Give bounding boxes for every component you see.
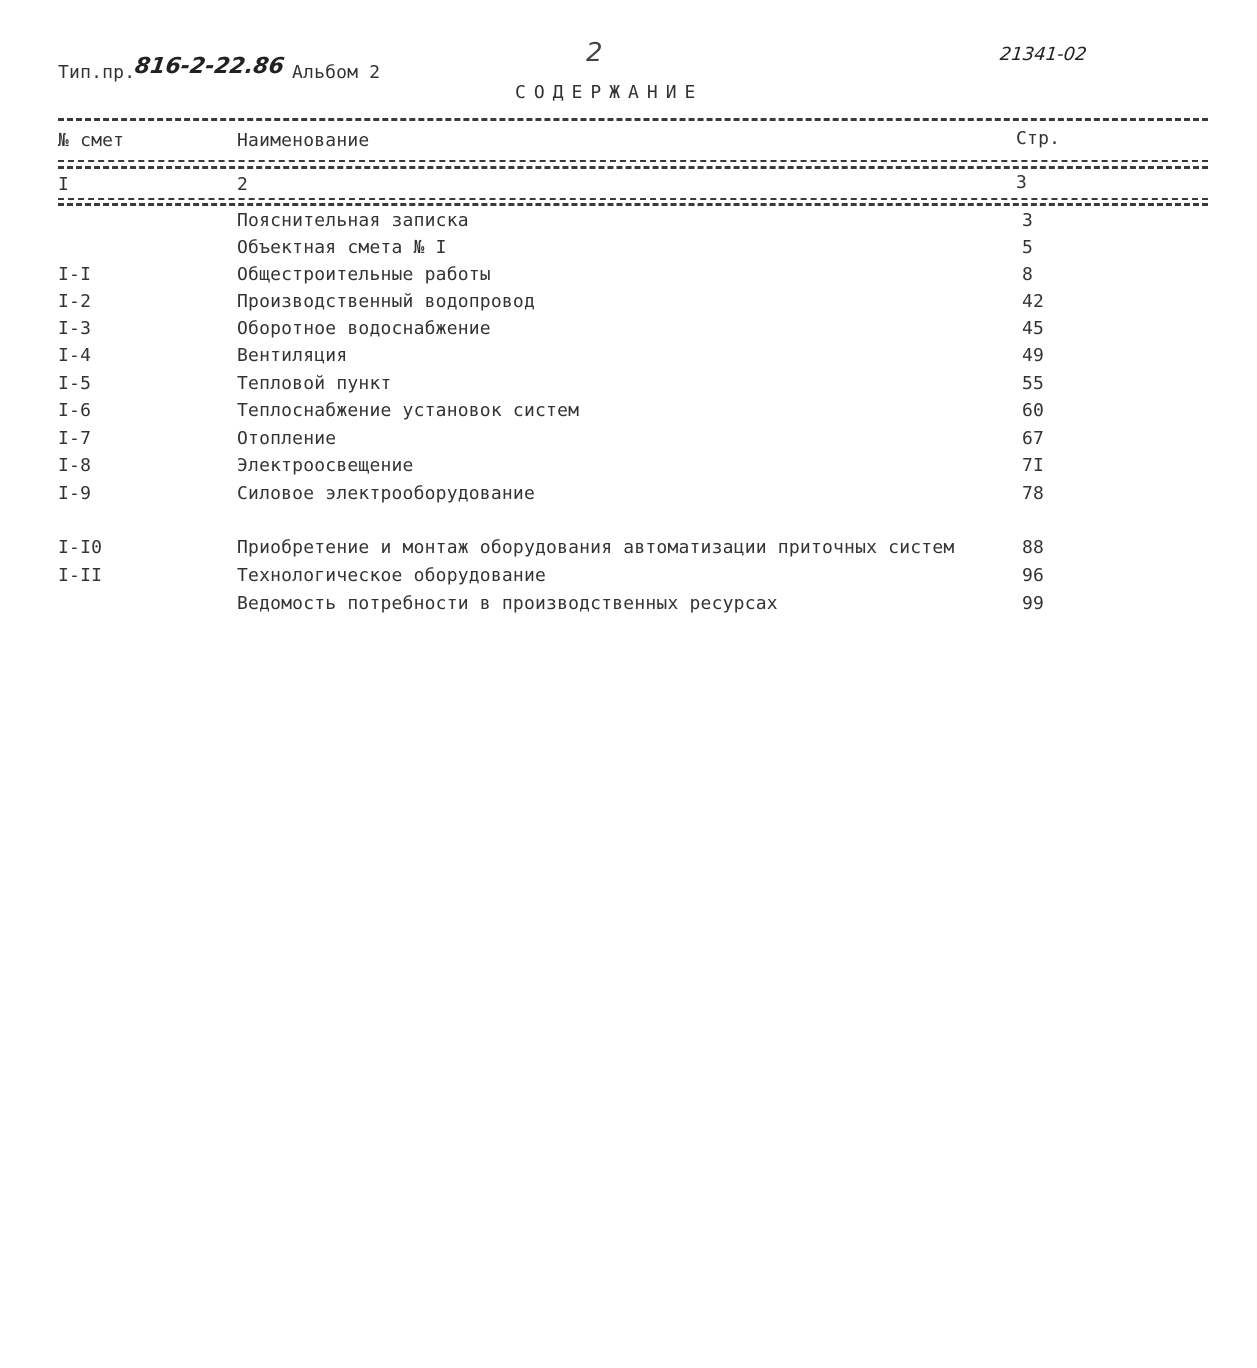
row-estimate-no: I-3 bbox=[58, 318, 92, 339]
row-page: 42 bbox=[1022, 291, 1045, 312]
column-header-estimate-no: № смет bbox=[58, 130, 125, 151]
table-top-rule bbox=[58, 118, 1208, 121]
row-name: Оборотное водоснабжение bbox=[237, 318, 491, 339]
album-label: Альбом 2 bbox=[292, 62, 381, 83]
row-name: Отопление bbox=[237, 428, 337, 449]
row-page: 67 bbox=[1022, 428, 1045, 449]
row-name: Теплоснабжение установок систем bbox=[237, 400, 580, 421]
row-page: 99 bbox=[1022, 593, 1045, 614]
row-name: Ведомость потребности в производственных ресурсах bbox=[237, 593, 778, 614]
row-name: Силовое электрооборудование bbox=[237, 483, 535, 504]
row-page: 78 bbox=[1022, 483, 1045, 504]
row-page: 45 bbox=[1022, 318, 1045, 339]
document-code: 21341-02 bbox=[998, 44, 1088, 65]
column-header-page: Стр. bbox=[1016, 128, 1061, 149]
numbers-bottom-rule-2 bbox=[58, 203, 1208, 206]
row-estimate-no: I-I0 bbox=[58, 537, 103, 558]
row-name: Приобретение и монтаж оборудования автоматизации приточных систем bbox=[237, 537, 955, 558]
row-page: 7I bbox=[1022, 455, 1045, 476]
row-page: 96 bbox=[1022, 565, 1045, 586]
row-estimate-no: I-I bbox=[58, 264, 92, 285]
header-bottom-rule-2 bbox=[58, 166, 1208, 169]
row-name: Вентиляция bbox=[237, 345, 348, 366]
row-page: 3 bbox=[1022, 210, 1034, 231]
page-title: СОДЕРЖАНИЕ bbox=[515, 82, 704, 103]
row-page: 5 bbox=[1022, 237, 1034, 258]
row-name: Тепловой пункт bbox=[237, 373, 392, 394]
column-number-3: 3 bbox=[1016, 172, 1028, 193]
row-page: 88 bbox=[1022, 537, 1045, 558]
row-estimate-no: I-8 bbox=[58, 455, 92, 476]
project-label: Тип.пр. bbox=[58, 62, 136, 83]
row-page: 8 bbox=[1022, 264, 1034, 285]
row-name: Пояснительная записка bbox=[237, 210, 469, 231]
row-name: Объектная смета № I bbox=[237, 237, 447, 258]
row-page: 49 bbox=[1022, 345, 1045, 366]
row-name: Общестроительные работы bbox=[237, 264, 491, 285]
row-page: 55 bbox=[1022, 373, 1045, 394]
column-header-name: Наименование bbox=[237, 130, 370, 151]
row-page: 60 bbox=[1022, 400, 1045, 421]
page-number: 2 bbox=[586, 38, 603, 68]
row-estimate-no: I-2 bbox=[58, 291, 92, 312]
row-name: Производственный водопровод bbox=[237, 291, 535, 312]
project-number: 816-2-22.86 bbox=[133, 54, 286, 79]
row-name: Технологическое оборудование bbox=[237, 565, 547, 586]
column-number-2: 2 bbox=[237, 174, 249, 195]
row-estimate-no: I-6 bbox=[58, 400, 92, 421]
numbers-bottom-rule bbox=[58, 198, 1208, 200]
row-estimate-no: I-5 bbox=[58, 373, 92, 394]
row-estimate-no: I-4 bbox=[58, 345, 92, 366]
row-estimate-no: I-9 bbox=[58, 483, 92, 504]
column-number-1: I bbox=[58, 174, 70, 195]
header-bottom-rule bbox=[58, 160, 1208, 162]
row-name: Электроосвещение bbox=[237, 455, 414, 476]
row-estimate-no: I-II bbox=[58, 565, 103, 586]
row-estimate-no: I-7 bbox=[58, 428, 92, 449]
